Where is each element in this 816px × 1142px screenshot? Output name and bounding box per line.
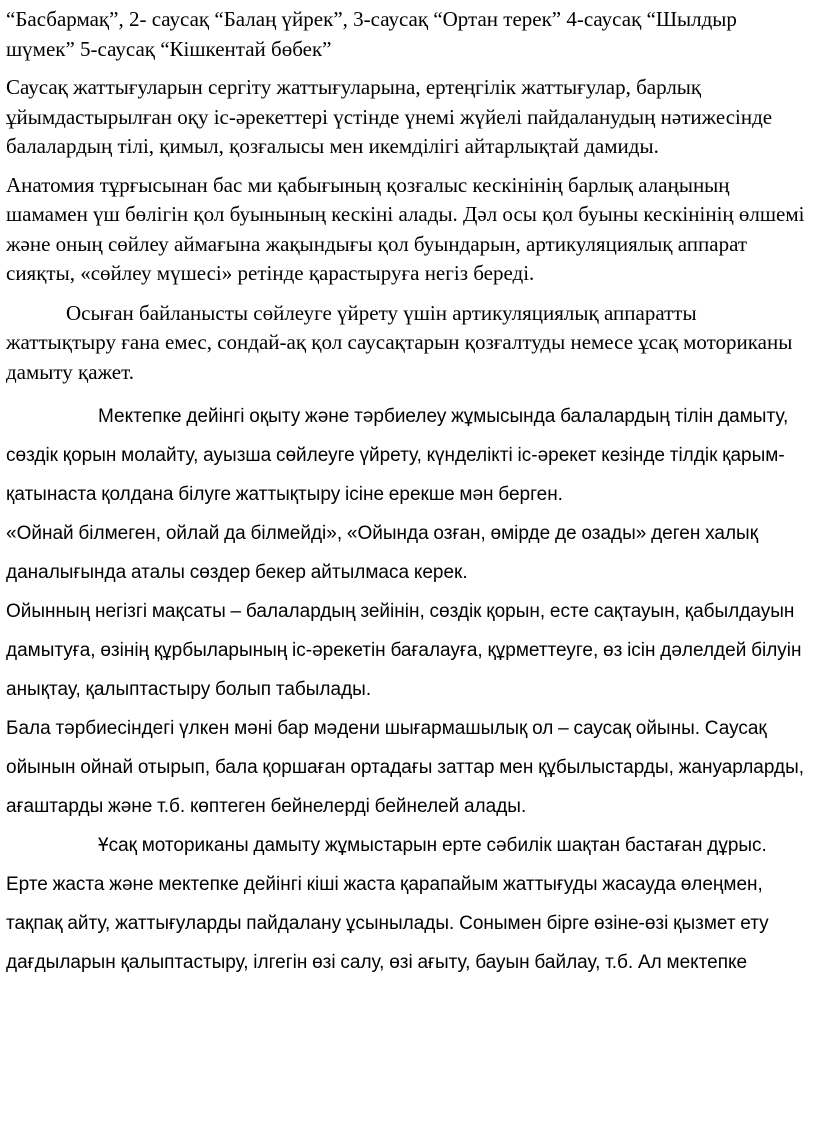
paragraph-proverb: «Ойнай білмеген, ойлай да білмейді», «Ойында озған, өмірде де озады» деген халық даналығында аталы сөздер бекер айтылмаса керек.	[6, 523, 759, 583]
paragraph-finger-names: “Басбармақ”, 2- саусақ “Балаң үйрек”, 3-саусақ “Ортан терек” 4-саусақ “Шылдыр шүмек” 5-саусақ “Кішкентай бөбек”	[6, 7, 737, 61]
paragraph-finger-game: Бала тәрбиесіндегі үлкен мәні бар мәдени шығармашылық ол – саусақ ойыны. Саусақ ойынын ойнай отырып, бала қоршаған ортадағы заттар мен құбылыстарды, жануарларды, ағаштарды және т.б. көптеген бейнелерді бейнелей алады.	[6, 718, 805, 817]
paragraph-articulation: Осыған байланысты сөйлеуге үйрету үшін артикуляциялық аппаратты жаттықтыру ғана емес, сондай-ақ қол саусақтарын қозғалтуды немесе ұсақ моториканы дамыту қажет.	[6, 300, 793, 384]
document-page	[6, 0, 810, 982]
paragraph-finger-exercises: Саусақ жаттығуларын сергіту жаттығуларына, ертеңгілік жаттығулар, барлық ұйымдастырылған оқу іс-әрекеттері үстінде үнемі жүйелі пайдаланудың нәтижесінде балалардың тілі, қимыл, қозғалысы мен икемділігі айтарлықтай дамиды.	[6, 75, 773, 158]
paragraph-fine-motor-skills: Ұсақ моториканы дамыту жұмыстарын ерте сәбилік шақтан бастаған дұрыс. Ерте жаста және мектепке дейінгі кіші жаста қарапайым жаттығуды жасауда өлеңмен, тақпақ айту, жаттығуларды пайдалану ұсынылады. Сонымен бірге өзіне-өзі қызмет ету дағдыларын қалыптастыру, ілгегін өзі салу, өзі ағыту, бауын байлау, т.б. Ал мектепке	[6, 835, 769, 973]
paragraph-preschool-education: Мектепке дейінгі оқыту және тәрбиелеу жұмысында балалардың тілін дамыту, сөздік қорын молайту, ауызша сөйлеуге үйрету, күнделікті іс-әрекет кезінде тілдік қарым-қатынаста қолдана білуге жаттықтыру ісіне ерекше мән берген.	[6, 406, 789, 505]
paragraph-anatomy: Анатомия тұрғысынан бас ми қабығының қозғалыс кескінінің барлық алаңының шамамен үш бөлігін қол буынының кескіні алады. Дәл осы қол буыны кескінінің өлшемі және оның сөйлеу аймағына жақындығы қол буындарын, артикуляциялық аппарат сияқты, «сөйлеу мүшесі» ретінде қарастыруға негіз береді.	[6, 172, 805, 285]
paragraph-game-purpose: Ойынның негізгі мақсаты – балалардың зейінін, сөздік қорын, есте сақтауын, қабылдауын дамытуға, өзінің құрбыларының іс-әрекетін бағалауға, құрметтеуге, өз ісін дәлелдей білуін анықтау, қалыптастыру болып табылады.	[6, 601, 802, 700]
